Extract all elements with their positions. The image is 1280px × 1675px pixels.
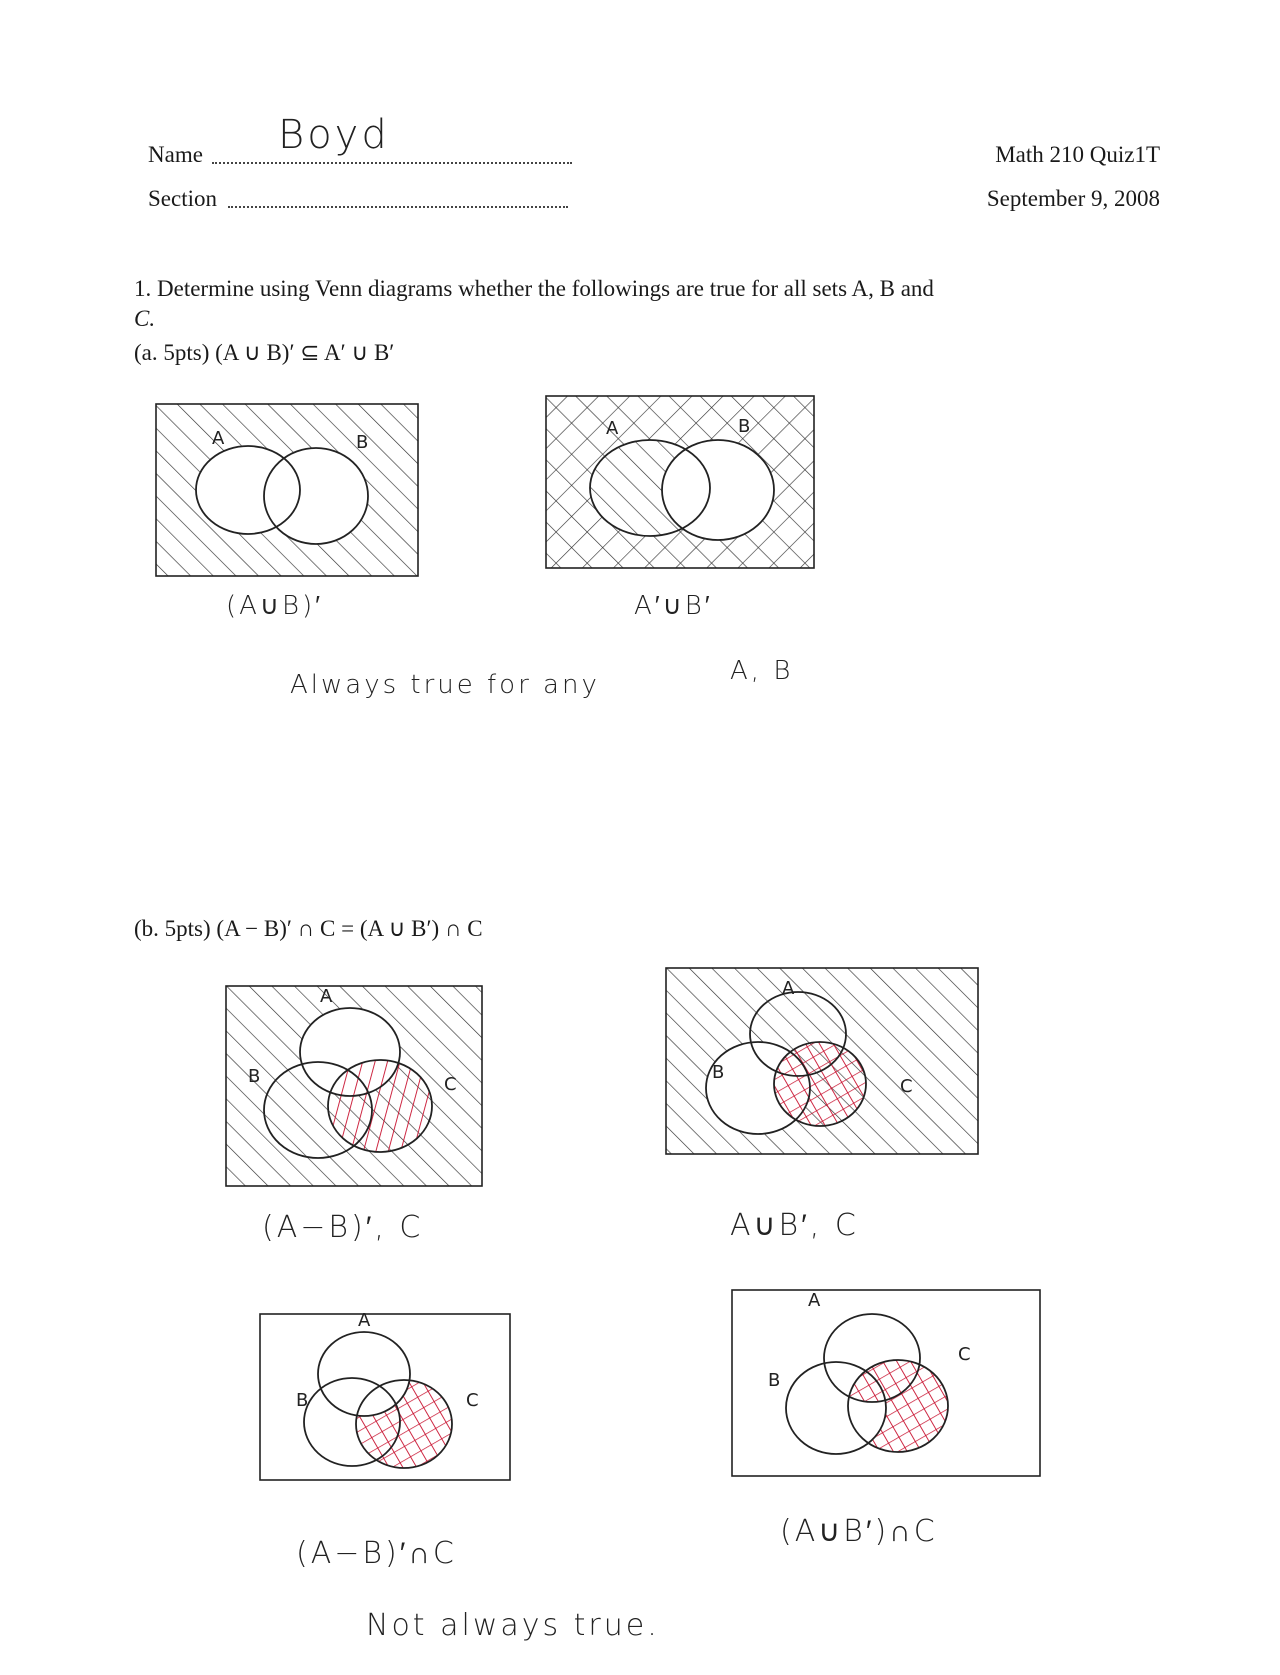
set-b-label: B bbox=[356, 432, 369, 453]
venn-a-complement-of-union bbox=[148, 398, 428, 584]
part-b-caption-3: (A−B)′∩C bbox=[296, 1536, 457, 1571]
venn-b-union-with-complement bbox=[662, 964, 982, 1164]
set-b-label: B bbox=[768, 1370, 781, 1391]
part-a-statement: (a. 5pts) (A ∪ B)′ ⊆ A′ ∪ B′ bbox=[134, 340, 395, 365]
part-a-caption-1: (A∪B)′ bbox=[226, 591, 324, 621]
set-c-label: C bbox=[900, 1076, 913, 1097]
venn-b-complement-of-difference bbox=[222, 982, 486, 1192]
question-prompt-line2: C. bbox=[134, 306, 156, 331]
venn-b-left-result bbox=[256, 1310, 516, 1486]
set-b-label: B bbox=[712, 1062, 725, 1083]
part-b-caption-2: A∪B′, C bbox=[730, 1208, 859, 1243]
part-a-caption-2: A′∪B′ bbox=[634, 591, 713, 621]
name-label: Name bbox=[148, 142, 203, 167]
set-a-label: A bbox=[782, 978, 795, 999]
part-a-conclusion-sets: A, B bbox=[730, 656, 794, 686]
set-c-label: C bbox=[466, 1390, 479, 1411]
section-line bbox=[228, 206, 568, 208]
quiz-date: September 9, 2008 bbox=[986, 186, 1160, 211]
venn-b-right-result bbox=[728, 1286, 1046, 1486]
set-c-label: C bbox=[958, 1344, 971, 1365]
set-b-label: B bbox=[296, 1390, 309, 1411]
course-title: Math 210 Quiz1T bbox=[995, 142, 1160, 167]
set-c-label: C bbox=[444, 1074, 457, 1095]
part-b-statement: (b. 5pts) (A − B)′ ∩ C = (A ∪ B′) ∩ C bbox=[134, 916, 483, 941]
name-line bbox=[212, 162, 572, 164]
part-b-caption-1: (A−B)′, C bbox=[262, 1210, 424, 1245]
set-a-label: A bbox=[808, 1290, 821, 1311]
set-a-label: A bbox=[358, 1310, 371, 1331]
set-a-label: A bbox=[320, 986, 333, 1007]
venn-a-union-of-complements bbox=[540, 392, 820, 578]
part-a-conclusion: Always true for any bbox=[290, 670, 600, 700]
part-b-caption-4: (A∪B′)∩C bbox=[780, 1514, 938, 1549]
name-value: Boyd bbox=[278, 112, 390, 158]
set-a-label: A bbox=[212, 428, 225, 449]
question-prompt-line1: 1. Determine using Venn diagrams whether the followings are true for all sets A, B and bbox=[134, 276, 934, 301]
set-a-label: A bbox=[606, 418, 619, 439]
set-b-label: B bbox=[738, 416, 751, 437]
part-b-conclusion: Not always true. bbox=[366, 1608, 660, 1643]
set-b-label: B bbox=[248, 1066, 261, 1087]
section-label: Section bbox=[148, 186, 217, 211]
